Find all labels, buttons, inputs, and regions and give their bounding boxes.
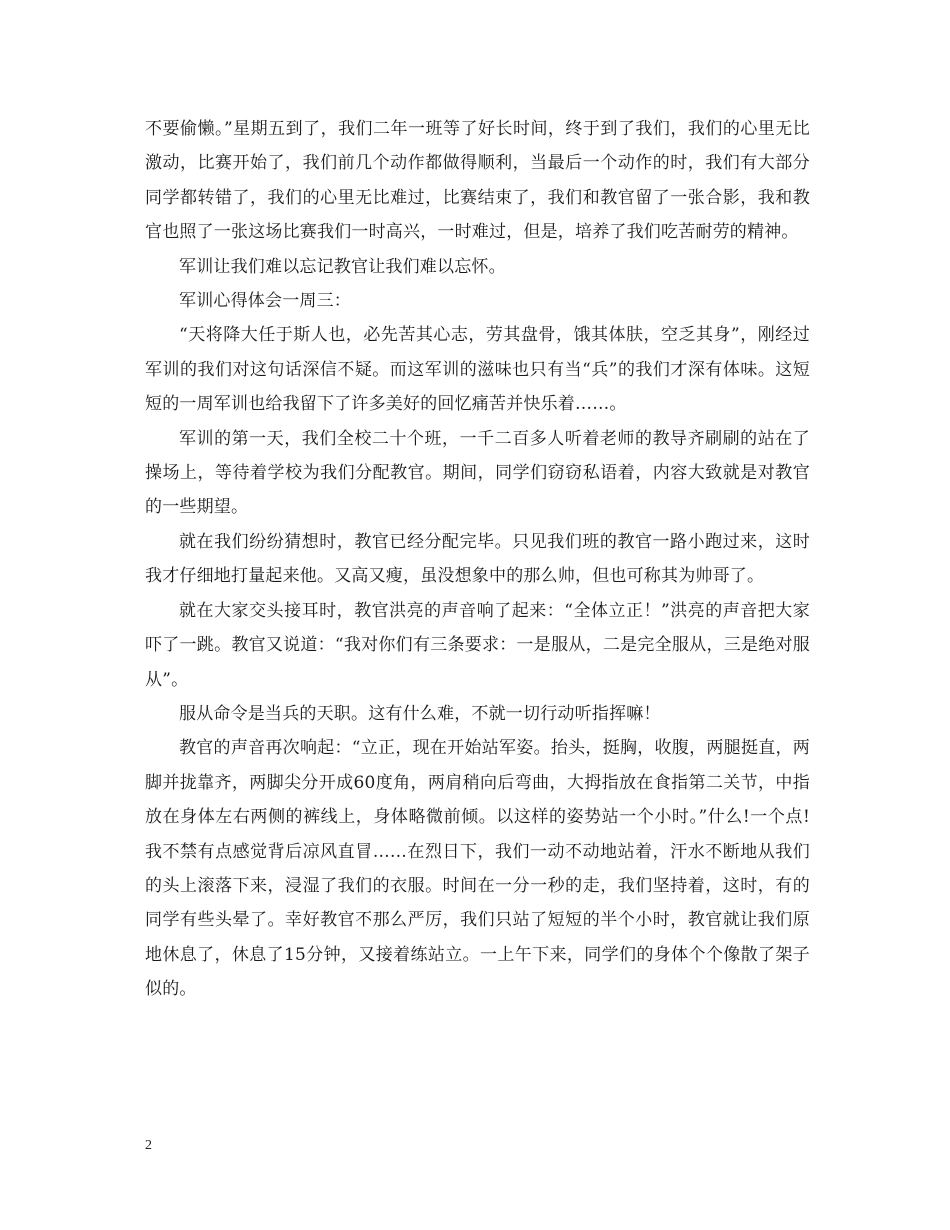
paragraph-1: 不要偷懒。”星期五到了，我们二年一班等了好长时间，终于到了我们，我们的心里无比激动，比赛开始了，我们前几个动作都做得顺利，当最后一个动作的时，我们有大部分同学都转错了，我们的心里无比难过，比赛结束了，我们和教官留了一张合影，我和教官也照了一张这场比赛我们一时高兴，一时难过，但是，培养了我们吃苦耐劳的精神。 — [145, 119, 810, 243]
page-number: 2 — [145, 1138, 152, 1153]
paragraph-7: 就在大家交头接耳时，教官洪亮的声音响了起来：“全体立正！”洪亮的声音把大家吓了一跳。教官又说道：“我对你们有三条要求：一是服从，二是完全服从，三是绝对服从”。 — [145, 600, 810, 690]
paragraph-6: 就在我们纷纷猜想时，教官已经分配完毕。只见我们班的教官一路小跑过来，这时我才仔细地打量起来他。又高又瘦，虽没想象中的那么帅，但也可称其为帅哥了。 — [145, 531, 810, 587]
paragraph-3-heading: 军训心得体会一周三： — [179, 291, 351, 312]
paragraph-4: “天将降大任于斯人也，必先苦其心志，劳其盘骨，饿其体肤，空乏其身”，刚经过军训的我们对这句话深信不疑。而这军训的滋味也只有当“兵”的我们才深有体味。这短短的一周军训也给我留下了许多美好的回忆痛苦并快乐着……。 — [145, 325, 810, 415]
paragraph-2: 军训让我们难以忘记教官让我们难以忘怀。 — [179, 256, 506, 277]
paragraph-8: 服从命令是当兵的天职。这有什么难，不就一切行动听指挥嘛！ — [179, 703, 661, 724]
document-body — [145, 112, 810, 1007]
paragraph-5: 军训的第一天，我们全校二十个班，一千二百多人听着老师的教导齐刷刷的站在了操场上，等待着学校为我们分配教官。期间，同学们窃窃私语着，内容大致就是对教官的一些期望。 — [145, 428, 810, 518]
paragraph-9: 教官的声音再次响起：“立正，现在开始站军姿。抬头，挺胸，收腹，两腿挺直，两脚并拢靠齐，两脚尖分开成60度角，两肩稍向后弯曲，大拇指放在食指第二关节，中指放在身体左右两侧的裤线上，身体略微前倾。以这样的姿势站一个小时。”什么!一个点!我不禁有点感觉背后凉风直冒……在烈日下，我们一动不动地站着，汗水不断地从我们的头上滚落下来，浸湿了我们的衣服。时间在一分一秒的走，我们坚持着，这时，有的同学有些头晕了。幸好教官不那么严厉，我们只站了短短的半个小时，教官就让我们原地休息了，休息了15分钟，又接着练站立。一上午下来，同学们的身体个个像散了架子似的。 — [145, 738, 810, 1000]
